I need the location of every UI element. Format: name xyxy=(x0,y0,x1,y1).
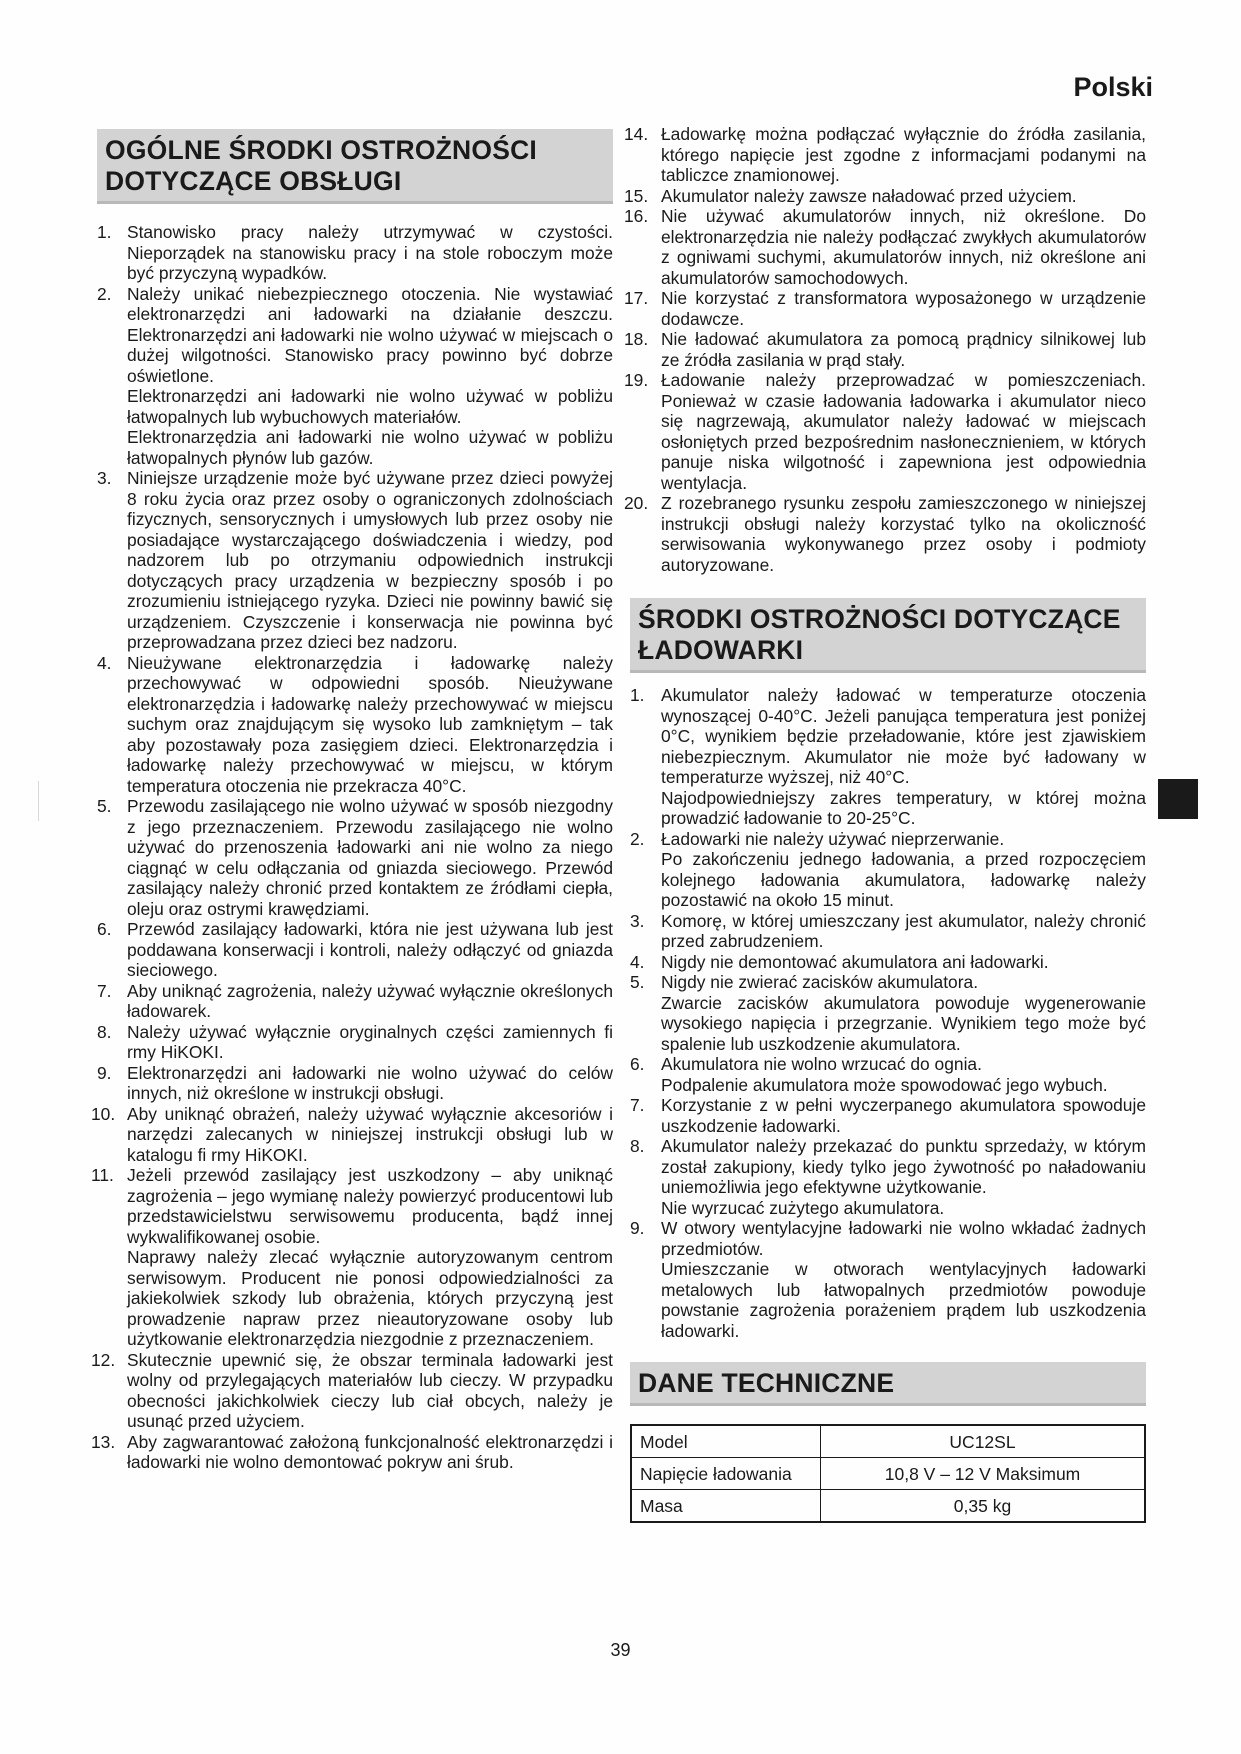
item-number: 20. xyxy=(624,493,649,513)
section-heading-general: OGÓLNE ŚRODKI OSTROŻNOŚCI DOTYCZĄCE OBSŁUGI xyxy=(97,129,613,204)
list-item xyxy=(91,1431,613,1473)
list-item xyxy=(97,653,613,797)
spec-value: UC12SL xyxy=(821,1425,1146,1458)
list-item xyxy=(630,685,1146,829)
item-text: Nieużywane elektronarzędzia i ładowarkę należy przechowywać w odpowiedni sposób. Nieużywane elektronarzędzia i ładowarkę należy przechowywać w miejscu suchym oraz znajdującym się wysoko lub zamkniętym – tak aby pozostawały poza zasięgiem dzieci. Elektronarzędzia i ładowarkę należy przechowywać w miejscu, w którym temperatura otoczenia nie przekracza 40°C. xyxy=(127,652,613,796)
item-text: Aby zagwarantować założoną funkcjonalność elektronarzędzi i ładowarki nie wolno demontować pokryw ani śrub. xyxy=(127,1431,613,1472)
item-number: 12. xyxy=(91,1349,116,1370)
item-number: 19. xyxy=(624,370,649,390)
item-number: 9. xyxy=(97,1062,112,1083)
item-text: Elektronarzędzi ani ładowarki nie wolno używać do celów innych, niż określone w instrukcji obsługi. xyxy=(127,1062,613,1103)
item-number: 9. xyxy=(630,1218,645,1238)
item-text: Akumulator należy ładować w temperaturze otoczenia wynoszącej 0-40°C. Jeżeli panująca temperatura jest poniżej 0°C, wynikiem będzie przeładowanie, które jest zjawiskiem niebezpiecznym. Akumulator nie może być ładowany w temperaturze wyższej, niż 40°C. xyxy=(661,685,1146,787)
item-text: Po zakończeniu jednego ładowania, a przed rozpoczęciem kolejnego ładowania akumulatora, ładowarkę należy pozostawić na około 15 minut. xyxy=(661,849,1146,910)
item-text: Aby uniknąć obrażeń, należy używać wyłącznie akcesoriów i narzędzi zalecanych w niniejszej instrukcji obsługi lub w katalogu fi rmy HiKOKI. xyxy=(127,1103,613,1165)
page-number: 39 xyxy=(610,1640,631,1660)
item-number: 5. xyxy=(97,796,112,816)
item-text: Ładowarkę można podłączać wyłącznie do źródła zasilania, którego napięcie jest zgodne z informacjami podanymi na tabliczce znamionowej. xyxy=(661,124,1146,185)
list-item xyxy=(630,1218,1146,1341)
item-text: Naprawy należy zlecać wyłącznie autoryzowanym centrom serwisowym. Producent nie ponosi odpowiedzialności za jakiekolwiek szkody lub obrażenia, których przyczyną jest prowadzenie napraw przez nieautoryzowane osoby lub użytkowanie elektronarzędzia niezgodnie z przeznaczeniem. xyxy=(127,1247,613,1349)
item-number: 4. xyxy=(97,652,112,673)
item-text: Aby uniknąć zagrożenia, należy używać wyłącznie określonych ładowarek. xyxy=(127,980,613,1021)
item-number: 18. xyxy=(624,329,649,349)
item-number: 7. xyxy=(97,980,112,1001)
list-item xyxy=(630,911,1146,952)
list-item xyxy=(624,493,1146,575)
item-text: Należy używać wyłącznie oryginalnych części zamiennych fi rmy HiKOKI. xyxy=(127,1021,613,1062)
right-column xyxy=(624,124,1146,1523)
item-text: Akumulatora nie wolno wrzucać do ognia. xyxy=(661,1054,982,1074)
spec-value: 10,8 V – 12 V Maksimum xyxy=(821,1458,1146,1490)
item-text: Ładowanie należy przeprowadzać w pomieszczeniach. Ponieważ w czasie ładowania ładowarka i akumulator nieco się nagrzewają, akumulator należy ładować w miejscach osłoniętych przed bezpośrednim nasłonecznieniem, w których panuje niska wilgotność i zapewniona jest odpowiednia wentylacja. xyxy=(661,370,1146,493)
item-text: Zwarcie zacisków akumulatora powoduje wygenerowanie wysokiego napięcia i przegrzanie. Wynikiem tego może być spalenie lub uszkodzenie akumulatora. xyxy=(661,992,1146,1054)
item-number: 14. xyxy=(624,124,649,144)
item-text: Akumulator należy przekazać do punktu sprzedaży, w którym został zakupiony, kiedy tylko jego żywotność po naładowaniu uniemożliwia jego efektywne użytkowanie. xyxy=(661,1136,1146,1197)
table-row xyxy=(631,1458,1145,1490)
list-item xyxy=(624,329,1146,370)
item-number: 10. xyxy=(91,1103,116,1124)
item-text: Z rozebranego rysunku zespołu zamieszczonego w niniejszej instrukcji obsługi należy korzystać tylko na okoliczność serwisowania wykonywanego przez osoby i podmioty autoryzowane. xyxy=(661,493,1146,575)
language-thumb-tab xyxy=(1158,779,1198,819)
item-text: Przewodu zasilającego nie wolno używać w sposób niezgodny z jego przeznaczeniem. Przewodu zasilającego nie wolno używać do przenoszenia ładowarki ani nie wolno za niego ciągnąć w celu odłączania od gniazda sieciowego. Przewód zasilający należy chronić przed kontaktem ze źródłami ciepła, oleju oraz ostrymi krawędziami. xyxy=(127,796,613,919)
item-text: Nigdy nie zwierać zacisków akumulatora. xyxy=(661,972,979,992)
item-number: 8. xyxy=(630,1136,645,1156)
language-label: Polski xyxy=(1073,72,1153,102)
section-heading-charger: ŚRODKI OSTROŻNOŚCI DOTYCZĄCE ŁADOWARKI xyxy=(630,598,1146,673)
item-number: 11. xyxy=(91,1165,114,1185)
item-number: 6. xyxy=(97,919,112,939)
item-text: Niniejsze urządzenie może być używane przez dzieci powyżej 8 roku życia oraz przez osoby o ograniczonych zdolnościach fizycznych, sensorycznych i umysłowych lub przez osoby nie posiadające wystarczającego doświadczenia i wiedzy, pod nadzorem lub po otrzymaniu odpowiednich instrukcji dotyczących pracy urządzenia w bezpieczny sposób i po zrozumieniu istniejącego ryzyka. Dzieci nie powinny bawić się urządzeniem. Czyszczenie i konserwacja nie powinna być przeprowadzana przez dzieci bez nadzoru. xyxy=(127,468,613,652)
list-item xyxy=(630,1136,1146,1218)
list-item xyxy=(630,1054,1146,1095)
item-text: W otwory wentylacyjne ładowarki nie wolno wkładać żadnych przedmiotów. xyxy=(661,1218,1146,1259)
list-item xyxy=(630,952,1146,973)
item-text: Stanowisko pracy należy utrzymywać w czystości. Nieporządek na stanowisku pracy i na stole roboczym może być przyczyną wypadków. xyxy=(127,222,613,283)
item-number: 15. xyxy=(624,185,649,206)
item-number: 3. xyxy=(630,910,645,931)
item-text: Przewód zasilający ładowarki, która nie jest używana lub jest poddawana konserwacji i kontroli, należy odłączyć od gniazda sieciowego. xyxy=(127,919,613,980)
left-column xyxy=(91,124,613,1473)
item-number: 1. xyxy=(97,222,112,242)
list-item xyxy=(91,1349,613,1432)
item-number: 17. xyxy=(624,288,649,308)
general-precautions-list xyxy=(91,222,613,1473)
general-precautions-list-continued xyxy=(624,124,1146,575)
charger-precautions-list xyxy=(630,685,1146,1341)
item-text: Akumulator należy zawsze naładować przed użyciem. xyxy=(661,185,1077,206)
item-text: Najodpowiedniejszy zakres temperatury, w której można prowadzić ładowanie to 20-25°C. xyxy=(661,787,1146,828)
list-item xyxy=(624,185,1146,207)
item-number: 4. xyxy=(630,951,645,972)
scan-mark xyxy=(38,781,39,821)
item-text: Ładowarki nie należy używać nieprzerwanie. xyxy=(661,828,1005,849)
item-text: Jeżeli przewód zasilający jest uszkodzony – aby uniknąć zagrożenia – jego wymianę należy powierzyć producentowi lub przedstawicielstwu serwisowemu producenta, bądź innej wykwalifikowanej osobie. xyxy=(127,1165,613,1247)
item-text: Umieszczanie w otworach wentylacyjnych ładowarki metalowych lub łatwopalnych przedmiotów powoduje powstanie zagrożenia porażeniem prądem lub uszkodzenia ładowarki. xyxy=(661,1259,1146,1341)
item-number: 7. xyxy=(630,1095,645,1115)
item-text: Skutecznie upewnić się, że obszar terminala ładowarki jest wolny od przylegających materiałów lub cieczy. W przypadku obecności jakichkolwiek cieczy lub ciał obcych, należy je usunąć przed użyciem. xyxy=(127,1349,613,1431)
item-number: 1. xyxy=(630,685,645,705)
item-number: 16. xyxy=(624,206,649,226)
list-item xyxy=(630,972,1146,1054)
list-item xyxy=(97,919,613,981)
list-item xyxy=(624,206,1146,288)
list-item xyxy=(624,370,1146,493)
item-number: 2. xyxy=(97,283,112,304)
item-text: Korzystanie z w pełni wyczerpanego akumulatora spowoduje uszkodzenie ładowarki. xyxy=(661,1095,1146,1136)
list-item xyxy=(91,1165,613,1350)
list-item xyxy=(97,284,613,469)
table-row xyxy=(631,1490,1145,1523)
list-item xyxy=(624,288,1146,329)
item-number: 13. xyxy=(91,1431,116,1452)
item-text: Nie wyrzucać zużytego akumulatora. xyxy=(661,1197,945,1218)
list-item xyxy=(97,796,613,919)
item-number: 8. xyxy=(97,1021,112,1042)
table-row xyxy=(631,1425,1145,1458)
item-number: 3. xyxy=(97,468,112,488)
item-text: Nie ładować akumulatora za pomocą prądnicy silnikowej lub ze źródła zasilania w prąd stały. xyxy=(661,329,1146,370)
item-text: Nigdy nie demontować akumulatora ani ładowarki. xyxy=(661,951,1049,972)
list-item xyxy=(624,124,1146,186)
item-text: Należy unikać niebezpiecznego otoczenia. Nie wystawiać elektronarzędzi ani ładowarki na działanie deszczu. Elektronarzędzi ani ładowarki nie wolno używać w miejscach o dużej wilgotności. Stanowisko pracy powinno być dobrze oświetlone. xyxy=(127,283,613,386)
item-text: Nie używać akumulatorów innych, niż określone. Do elektronarzędzia nie należy podłączać zwykłych akumulatorów z ogniwami suchymi, akumulatorów innych, niż określone ani akumulatorów samochodowych. xyxy=(661,206,1146,288)
item-number: 5. xyxy=(630,972,645,992)
item-number: 6. xyxy=(630,1054,645,1074)
item-text: Komorę, w której umieszczany jest akumulator, należy chronić przed zabrudzeniem. xyxy=(661,910,1146,951)
list-item xyxy=(630,829,1146,911)
item-number: 2. xyxy=(630,828,645,849)
list-item xyxy=(630,1095,1146,1136)
item-text: Podpalenie akumulatora może spowodować jego wybuch. xyxy=(661,1074,1108,1095)
list-item xyxy=(97,468,613,653)
section-heading-specs: DANE TECHNICZNE xyxy=(630,1362,1146,1406)
list-item xyxy=(97,981,613,1022)
spec-value: 0,35 kg xyxy=(821,1490,1146,1523)
list-item xyxy=(97,1063,613,1104)
list-item xyxy=(97,1022,613,1063)
spec-label: Model xyxy=(631,1425,821,1458)
item-text: Elektronarzędzia ani ładowarki nie wolno używać w pobliżu łatwopalnych płynów lub gazów. xyxy=(127,427,613,468)
specifications-table xyxy=(630,1424,1146,1523)
item-text: Nie korzystać z transformatora wyposażonego w urządzenie dodawcze. xyxy=(661,288,1146,329)
list-item xyxy=(97,222,613,284)
list-item xyxy=(91,1103,613,1166)
item-text: Elektronarzędzi ani ładowarki nie wolno używać w pobliżu łatwopalnych lub wybuchowych materiałów. xyxy=(127,386,613,427)
spec-label: Masa xyxy=(631,1490,821,1523)
spec-label: Napięcie ładowania xyxy=(631,1458,821,1490)
